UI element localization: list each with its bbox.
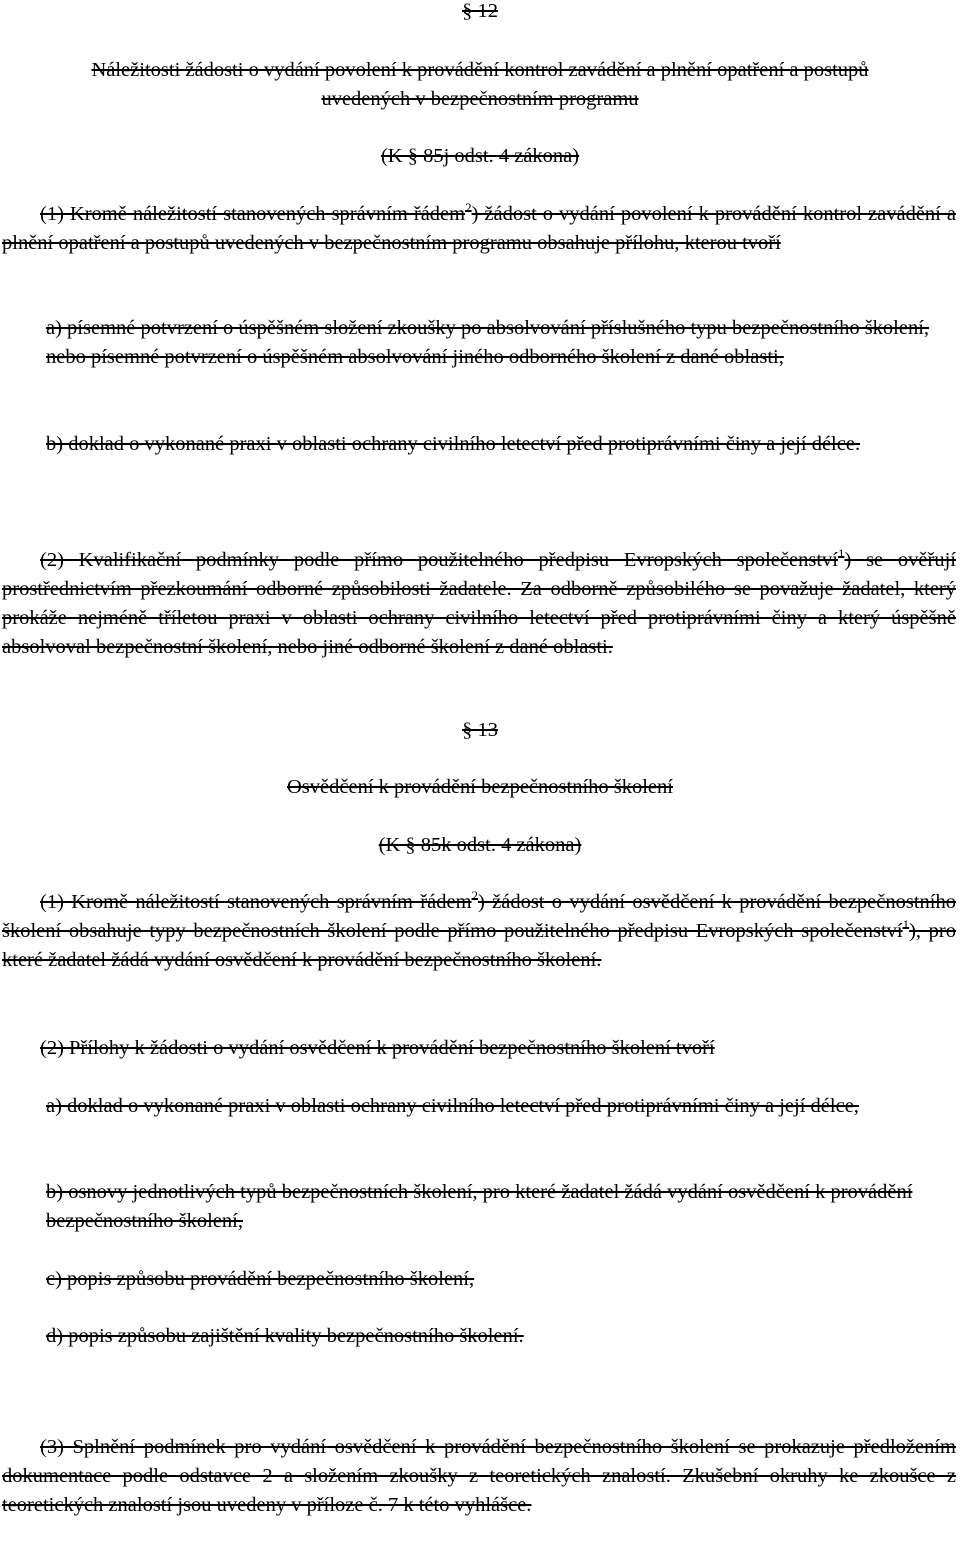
section-12-heading: § 12 xyxy=(462,0,498,22)
section-13-paragraph-3: (3) Splnění podmínek pro vydání osvědčení k provádění bezpečnostního školení se prokazuje předložením dokumentace podle odstavce 2 a složením zkoušky z teoretických znalostí. Zkušební okruhy ke zkoušce z teoretických znalostí jsou uvedeny v příloze č. 7 k této vyhlášce. xyxy=(2,1436,956,1516)
section-13-p2-item-b: b) osnovy jednotlivých typů bezpečnostních školení, pro které žadatel žádá vydání osvědčení k provádění bezpečnostního školení, xyxy=(46,1181,913,1232)
section-12-p2-text-a: (2) Kvalifikační podmínky podle přímo použitelného předpisu Evropských společenství xyxy=(40,549,838,571)
footnote-ref: 2 xyxy=(465,200,472,215)
section-13-heading: § 13 xyxy=(462,719,498,741)
section-12-p1-item-b: b) doklad o vykonané praxi v oblasti ochrany civilního letectví před protiprávními činy a její délce. xyxy=(46,433,861,455)
section-13-p2-item-d: d) popis způsobu zajištění kvality bezpečnostního školení. xyxy=(46,1325,524,1347)
section-13-paragraph-2: (2) Přílohy k žádosti o vydání osvědčení k provádění bezpečnostního školení tvoří xyxy=(40,1037,715,1059)
section-12-paragraph-2 xyxy=(2,546,956,662)
section-13-reference: (K § 85k odst. 4 zákona) xyxy=(378,834,582,856)
section-13-p2-item-c: c) popis způsobu provádění bezpečnostního školení, xyxy=(46,1268,475,1290)
section-12-p1-text-b: ) žádost o vydání povolení k provádění kontrol zavádění a plnění opatření a postupů uvedených v bezpečnostním programu obsahuje přílohu, kterou tvoří xyxy=(2,203,956,254)
section-13-paragraph-1 xyxy=(2,888,956,975)
section-12-title-line1: Náležitosti žádosti o vydání povolení k provádění kontrol zavádění a plnění opatření a postupů xyxy=(91,59,869,81)
section-13-title: Osvědčení k provádění bezpečnostního školení xyxy=(287,776,673,798)
section-13-p2-item-a: a) doklad o vykonané praxi v oblasti ochrany civilního letectví před protiprávními činy a její délce, xyxy=(46,1095,859,1117)
section-12-reference: (K § 85j odst. 4 zákona) xyxy=(380,145,580,167)
footnote-ref: 1 xyxy=(837,546,845,561)
section-13-p1-text-b: ) žádost o vydání osvědčení k provádění bezpečnostního školení obsahuje typy bezpečnostních školení podle přímo použitelného předpisu Evropských společenství xyxy=(2,891,956,942)
footnote-ref: 2 xyxy=(471,888,479,903)
section-12-p1-item-a: a) písemné potvrzení o úspěšném složení zkoušky po absolvování příslušného typu bezpečnostního školení, nebo písemné potvrzení o úspěšném absolvování jiného odborného školení z dané oblasti, xyxy=(46,317,930,368)
section-13-p1-text-c: ), pro které žadatel žádá vydání osvědčení k provádění bezpečnostního školení. xyxy=(2,920,957,971)
section-12-title xyxy=(0,56,960,114)
section-12-paragraph-1 xyxy=(2,200,956,258)
section-12-p2-text-b: ) se ověřují prostřednictvím přezkoumání odborné způsobilosti žadatele. Za odborně způsobilého se považuje žadatel, který prokáže nejméně tříletou praxi v oblasti ochrany civilního letectví před protiprávními činy a který úspěšně absolvoval bezpečnostní školení, nebo jiné odborné školení z dané oblasti. xyxy=(2,549,956,658)
footnote-ref: 1 xyxy=(902,917,910,932)
section-12-p1-text-a: (1) Kromě náležitostí stanovených správním řádem xyxy=(40,203,466,225)
section-12-title-line2: uvedených v bezpečnostním programu xyxy=(321,88,639,110)
section-13-p1-text-a: (1) Kromě náležitostí stanovených správním řádem xyxy=(40,891,472,913)
